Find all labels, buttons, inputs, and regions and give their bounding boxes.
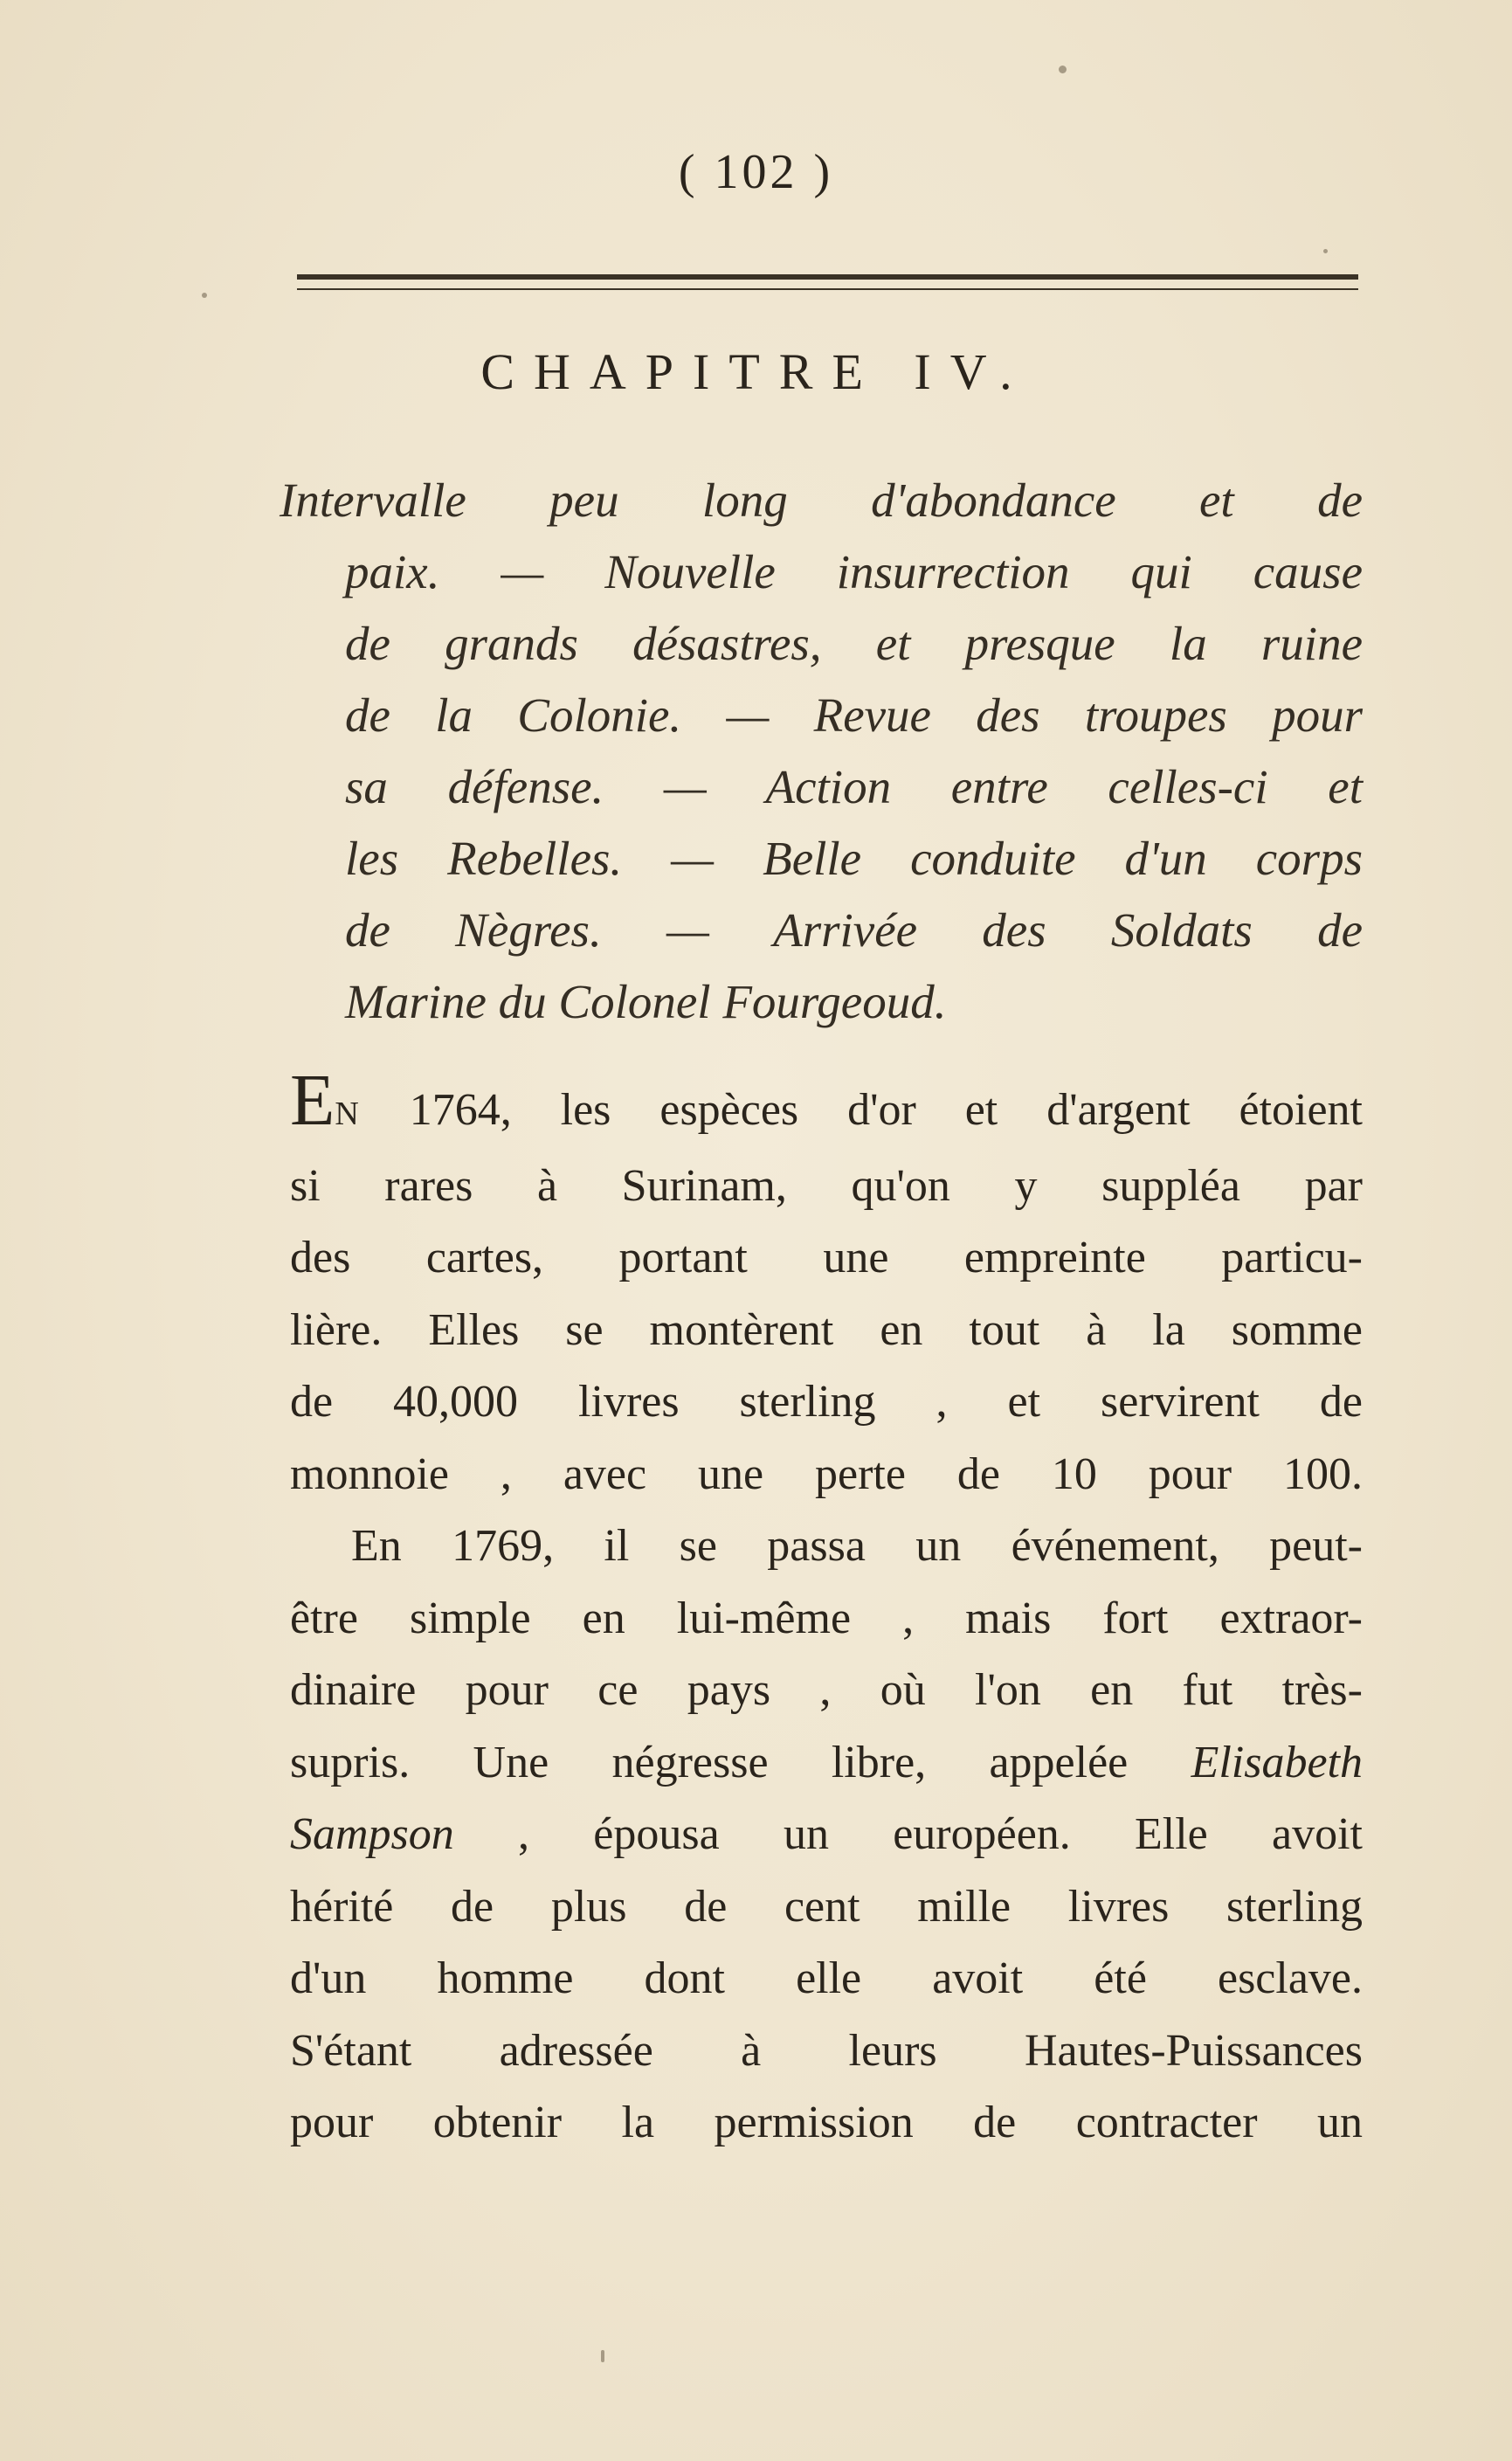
chapter-summary bbox=[280, 465, 1363, 1038]
body-line: de 40,000 livres sterling , et servirent de bbox=[290, 1377, 1363, 1427]
ink-speck bbox=[202, 293, 207, 298]
drop-cap: E bbox=[290, 1060, 335, 1141]
summary-line: Marine du Colonel Fourgeoud. bbox=[345, 975, 947, 1028]
summary-line: de la Colonie. — Revue des troupes pour bbox=[345, 688, 1363, 742]
body-line: si rares à Surinam, qu'on y suppléa par bbox=[290, 1160, 1363, 1211]
body-line bbox=[290, 1727, 1363, 1800]
summary-line: sa défense. — Action entre celles-ci et bbox=[345, 760, 1363, 813]
body-line-first bbox=[290, 1060, 1363, 1151]
summary-line: de grands désastres, et presque la ruine bbox=[345, 617, 1363, 670]
body-line: des cartes, portant une empreinte particu- bbox=[290, 1233, 1363, 1282]
summary-line: de Nègres. — Arrivée des Soldats de bbox=[345, 903, 1363, 957]
body-line: hérité de plus de cent mille livres sterling bbox=[290, 1881, 1363, 1932]
body-line bbox=[290, 1799, 1363, 1871]
chapter-title: CHAPITRE IV. bbox=[480, 343, 1032, 400]
summary-line: les Rebelles. — Belle conduite d'un corps bbox=[345, 832, 1363, 885]
ink-speck bbox=[601, 2350, 604, 2362]
body-line: S'étant adressée à leurs Hautes-Puissances bbox=[290, 2025, 1363, 2076]
ink-speck bbox=[1323, 249, 1328, 253]
body-line: lière. Elles se montèrent en tout à la somme bbox=[290, 1304, 1363, 1355]
body-line: dinaire pour ce pays , où l'on en fut très- bbox=[290, 1665, 1363, 1715]
body-line: être simple en lui-même , mais fort extraor- bbox=[290, 1593, 1363, 1643]
ink-speck bbox=[1059, 66, 1067, 73]
header-rule-thin bbox=[297, 288, 1358, 290]
small-cap: N bbox=[335, 1096, 361, 1132]
header-rule-thick bbox=[297, 274, 1358, 280]
body-line-text: , épousa un européen. Elle avoit bbox=[453, 1809, 1363, 1859]
person-name-last: Sampson bbox=[290, 1809, 454, 1859]
body-line: En 1769, il se passa un événement, peut- bbox=[351, 1521, 1363, 1571]
summary-line: paix. — Nouvelle insurrection qui cause bbox=[345, 545, 1363, 598]
page-number: ( 102 ) bbox=[678, 145, 834, 199]
summary-line: Intervalle peu long d'abondance et de bbox=[280, 474, 1363, 527]
body-line: d'un homme dont elle avoit été esclave. bbox=[290, 1953, 1363, 2003]
body-line: pour obtenir la permission de contracter un bbox=[290, 2098, 1363, 2147]
body-text bbox=[290, 1060, 1363, 2160]
first-line-text: 1764, les espèces d'or et d'argent étoient bbox=[360, 1085, 1363, 1135]
body-line-text: supris. Une négresse libre, appelée bbox=[290, 1737, 1191, 1787]
body-line: monnoie , avec une perte de 10 pour 100. bbox=[290, 1448, 1363, 1499]
person-name-first: Elisabeth bbox=[1191, 1737, 1363, 1787]
